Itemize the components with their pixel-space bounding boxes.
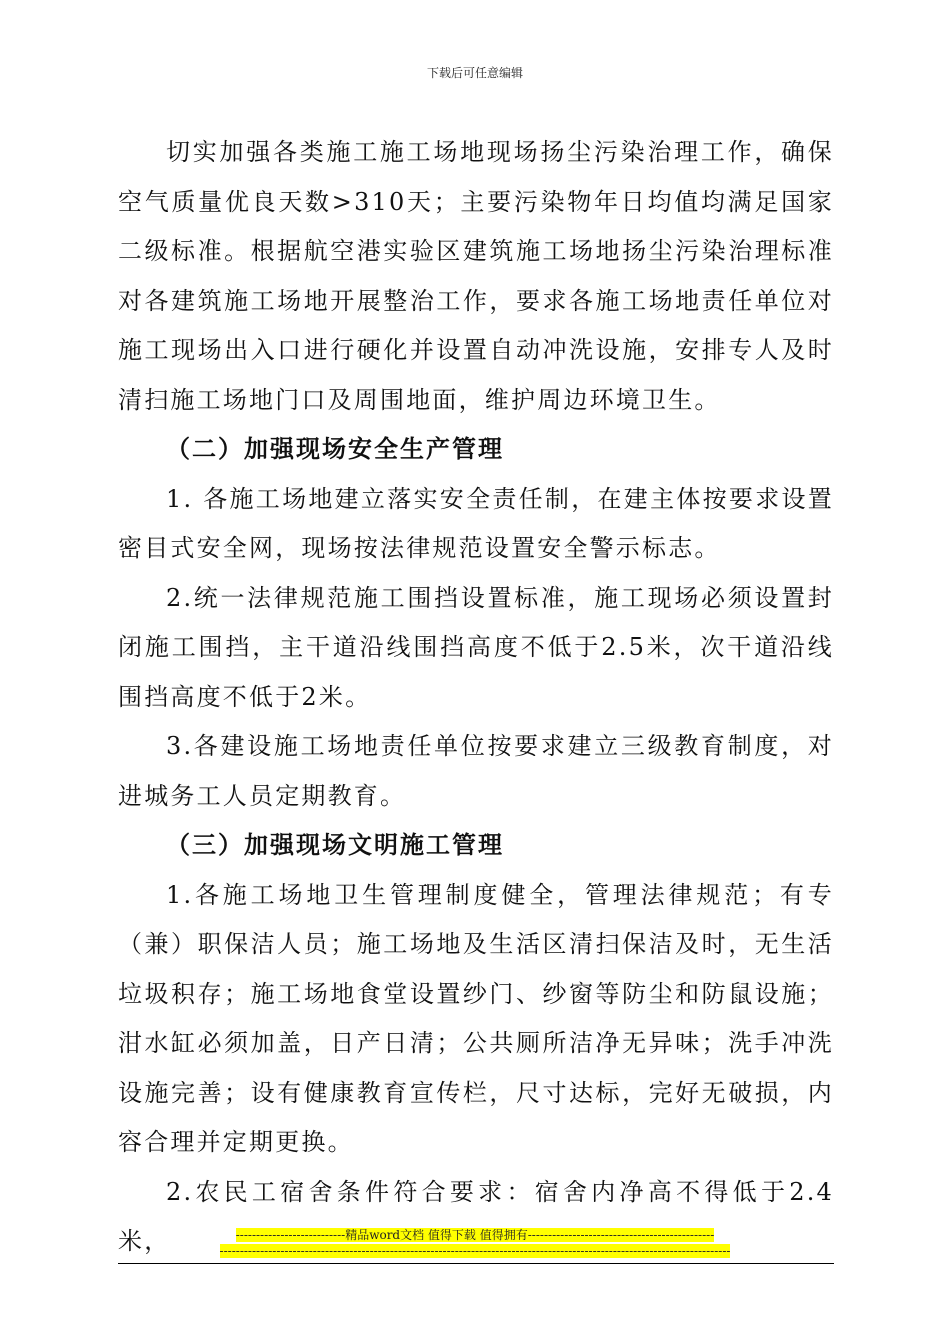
- paragraph-dust-control: 切实加强各类施工施工场地现场扬尘污染治理工作，确保空气质量优良天数>310天；主要污染物年日均值均满足国家二级标准。根据航空港实验区建筑施工场地扬尘污染治理标准对各建筑施工场地开展整治工作，要求各施工场地责任单位对施工现场出入口进行硬化并设置自动冲洗设施，安排专人及时清扫施工场地门口及周围地面，维护周边环境卫生。: [118, 138, 834, 414]
- bottom-divider: [118, 1263, 834, 1264]
- section-heading-safety: （二）加强现场安全生产管理: [166, 435, 504, 463]
- footer-banner-line1: [0, 1228, 950, 1242]
- footer-banner-line2: [0, 1244, 950, 1258]
- paragraph-civilized-2: 2.农民工宿舍条件符合要求：宿舍内净高不得低于2.4米，: [118, 1177, 834, 1255]
- document-body: [118, 128, 834, 1267]
- footer-banner-text: ---------------------------精品word文档 值得下载 值得拥有----------------------------------------------: [235, 1228, 715, 1242]
- paragraph-safety-1: 1. 各施工场地建立落实安全责任制，在建主体按要求设置密目式安全网，现场按法律规范设置安全警示标志。: [118, 484, 834, 562]
- section-heading-civilized: （三）加强现场文明施工管理: [166, 831, 504, 859]
- paragraph-safety-2: 2.统一法律规范施工围挡设置标准，施工现场必须设置封闭施工围挡，主干道沿线围挡高度不低于2.5米，次干道沿线围挡高度不低于2米。: [118, 583, 834, 711]
- paragraph-safety-3: 3.各建设施工场地责任单位按要求建立三级教育制度，对进城务工人员定期教育。: [118, 732, 834, 810]
- paragraph-civilized-1: 1.各施工场地卫生管理制度健全，管理法律规范；有专（兼）职保洁人员；施工场地及生活区清扫保洁及时，无生活垃圾积存；施工场地食堂设置纱门、纱窗等防尘和防鼠设施；泔水缸必须加盖，日产日清；公共厕所洁净无异味；洗手冲洗设施完善；设有健康教育宣传栏，尺寸达标，完好无破损，内容合理并定期更换。: [118, 880, 834, 1156]
- footer-banner-dashes: ------------------------------------------------------------------------------------------------------------------------------: [219, 1244, 731, 1258]
- page-header-note: 下载后可任意编辑: [426, 66, 523, 80]
